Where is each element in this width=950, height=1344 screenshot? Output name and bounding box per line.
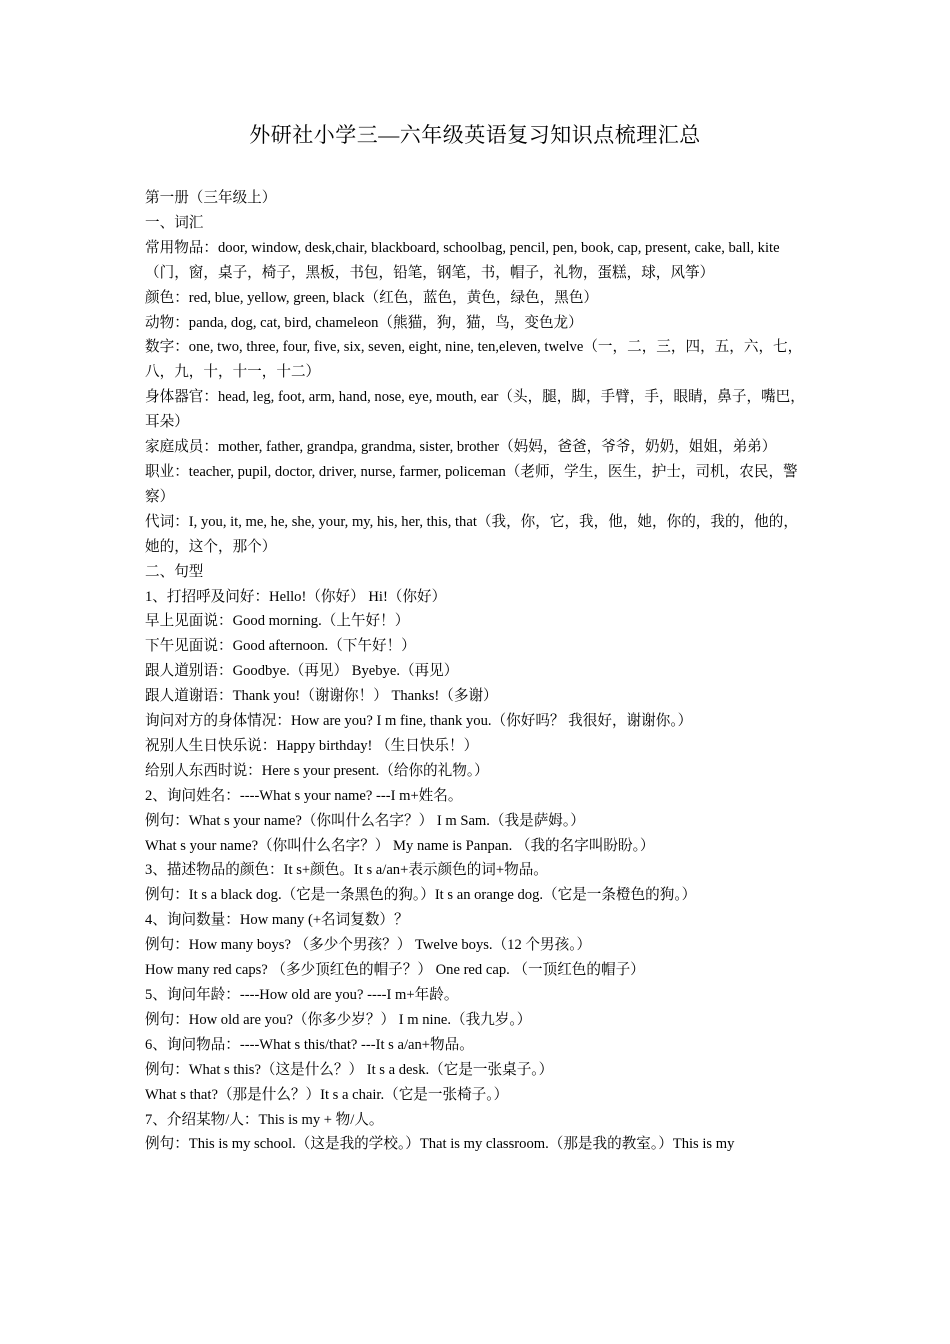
document-line: 6、询问物品：----What s this/that? ---It s a/an+物品。	[145, 1036, 474, 1053]
document-line: 身体器官：head, leg, foot, arm, hand, nose, eye, mouth, ear（头，腿，脚，手臂，手，眼睛，鼻子，嘴巴，耳朵）	[145, 389, 805, 431]
document-line: 一、词汇	[145, 214, 204, 231]
document-line: 例句：How many boys? （多少个男孩？） Twelve boys.（12 个男孩。）	[145, 937, 592, 954]
document-title: 外研社小学三—六年级英语复习知识点梳理汇总	[249, 123, 701, 147]
document-line: 早上见面说：Good morning.（上午好！）	[145, 613, 410, 630]
document-line: 代词：I, you, it, me, he, she, your, my, his, her, this, that（我，你，它，我，他，她，你的，我的，他的，她的，这个，那个）	[145, 513, 798, 555]
document-line: 例句：How old are you?（你多少岁？） I m nine.（我九岁。）	[145, 1011, 532, 1028]
document-line: 例句：What s your name?（你叫什么名字？） I m Sam.（我是萨姆。）	[145, 812, 585, 829]
document-line: 二、句型	[145, 563, 204, 580]
document-line: What s your name?（你叫什么名字？） My name is Panpan. （我的名字叫盼盼。）	[145, 837, 655, 854]
document-line: 4、询问数量：How many (+名词复数）？	[145, 912, 409, 929]
document-line: 例句：This is my school.（这是我的学校。）That is my classroom.（那是我的教室。）This is my	[145, 1136, 735, 1153]
document-line: 7、介绍某物/人：This is my + 物/人。	[145, 1111, 384, 1128]
document-line: 下午见面说：Good afternoon.（下午好！）	[145, 638, 416, 655]
document-line: 颜色：red, blue, yellow, green, black（红色，蓝色，黄色，绿色，黑色）	[145, 289, 599, 306]
document-line: How many red caps? （多少顶红色的帽子？） One red cap. （一顶红色的帽子）	[145, 962, 645, 979]
document-line: 跟人道谢语：Thank you!（谢谢你！） Thanks!（多谢）	[145, 688, 498, 705]
document-line: 第一册（三年级上）	[145, 190, 277, 206]
document-line: 3、描述物品的颜色：It s+颜色。It s a/an+表示颜色的词+物品。	[145, 862, 548, 879]
document-line: 询问对方的身体情况：How are you? I m fine, thank you.（你好吗？ 我很好，谢谢你。）	[145, 713, 693, 730]
document-line: 例句：What s this?（这是什么？） It s a desk.（它是一张桌子。）	[145, 1061, 554, 1078]
document-line: What s that?（那是什么？）It s a chair.（它是一张椅子。）	[145, 1086, 509, 1103]
document-line: 给别人东西时说：Here s your present.（给你的礼物。）	[145, 762, 489, 779]
document-line: 跟人道别语：Goodbye.（再见） Byebye.（再见）	[145, 663, 459, 680]
document-line: 家庭成员：mother, father, grandpa, grandma, sister, brother（妈妈，爸爸，爷爷，奶奶，姐姐，弟弟）	[145, 439, 777, 456]
document-line: 例句：It s a black dog.（它是一条黑色的狗。）It s an orange dog.（它是一条橙色的狗。）	[145, 887, 697, 904]
document-line: 动物：panda, dog, cat, bird, chameleon（熊猫，狗，猫，鸟，变色龙）	[145, 314, 583, 331]
document-line: 2、询问姓名：----What s your name? ---I m+姓名。	[145, 787, 463, 804]
document-body	[145, 186, 810, 1157]
document-line: 祝别人生日快乐说：Happy birthday! （生日快乐！）	[145, 737, 479, 754]
document-line: 数字：one, two, three, four, five, six, seven, eight, nine, ten,eleven, twelve（一，二，三，四，五，六，七，八，九，十，十一，十二）	[145, 339, 803, 381]
document-line: 职业：teacher, pupil, doctor, driver, nurse, farmer, policeman（老师，学生，医生，护士，司机，农民，警察）	[145, 463, 798, 505]
document-line: 5、询问年龄：----How old are you? ----I m+年龄。	[145, 987, 459, 1003]
document-line: 常用物品：door, window, desk,chair, blackboard, schoolbag, pencil, pen, book, cap, present, cake, ball, kite（门，窗，桌子，椅子，黑板，书包，铅笔，钢笔，书，帽子，礼物，蛋糕，球，风筝）	[145, 239, 780, 281]
document-line: 1、打招呼及问好：Hello!（你好） Hi!（你好）	[145, 588, 447, 605]
